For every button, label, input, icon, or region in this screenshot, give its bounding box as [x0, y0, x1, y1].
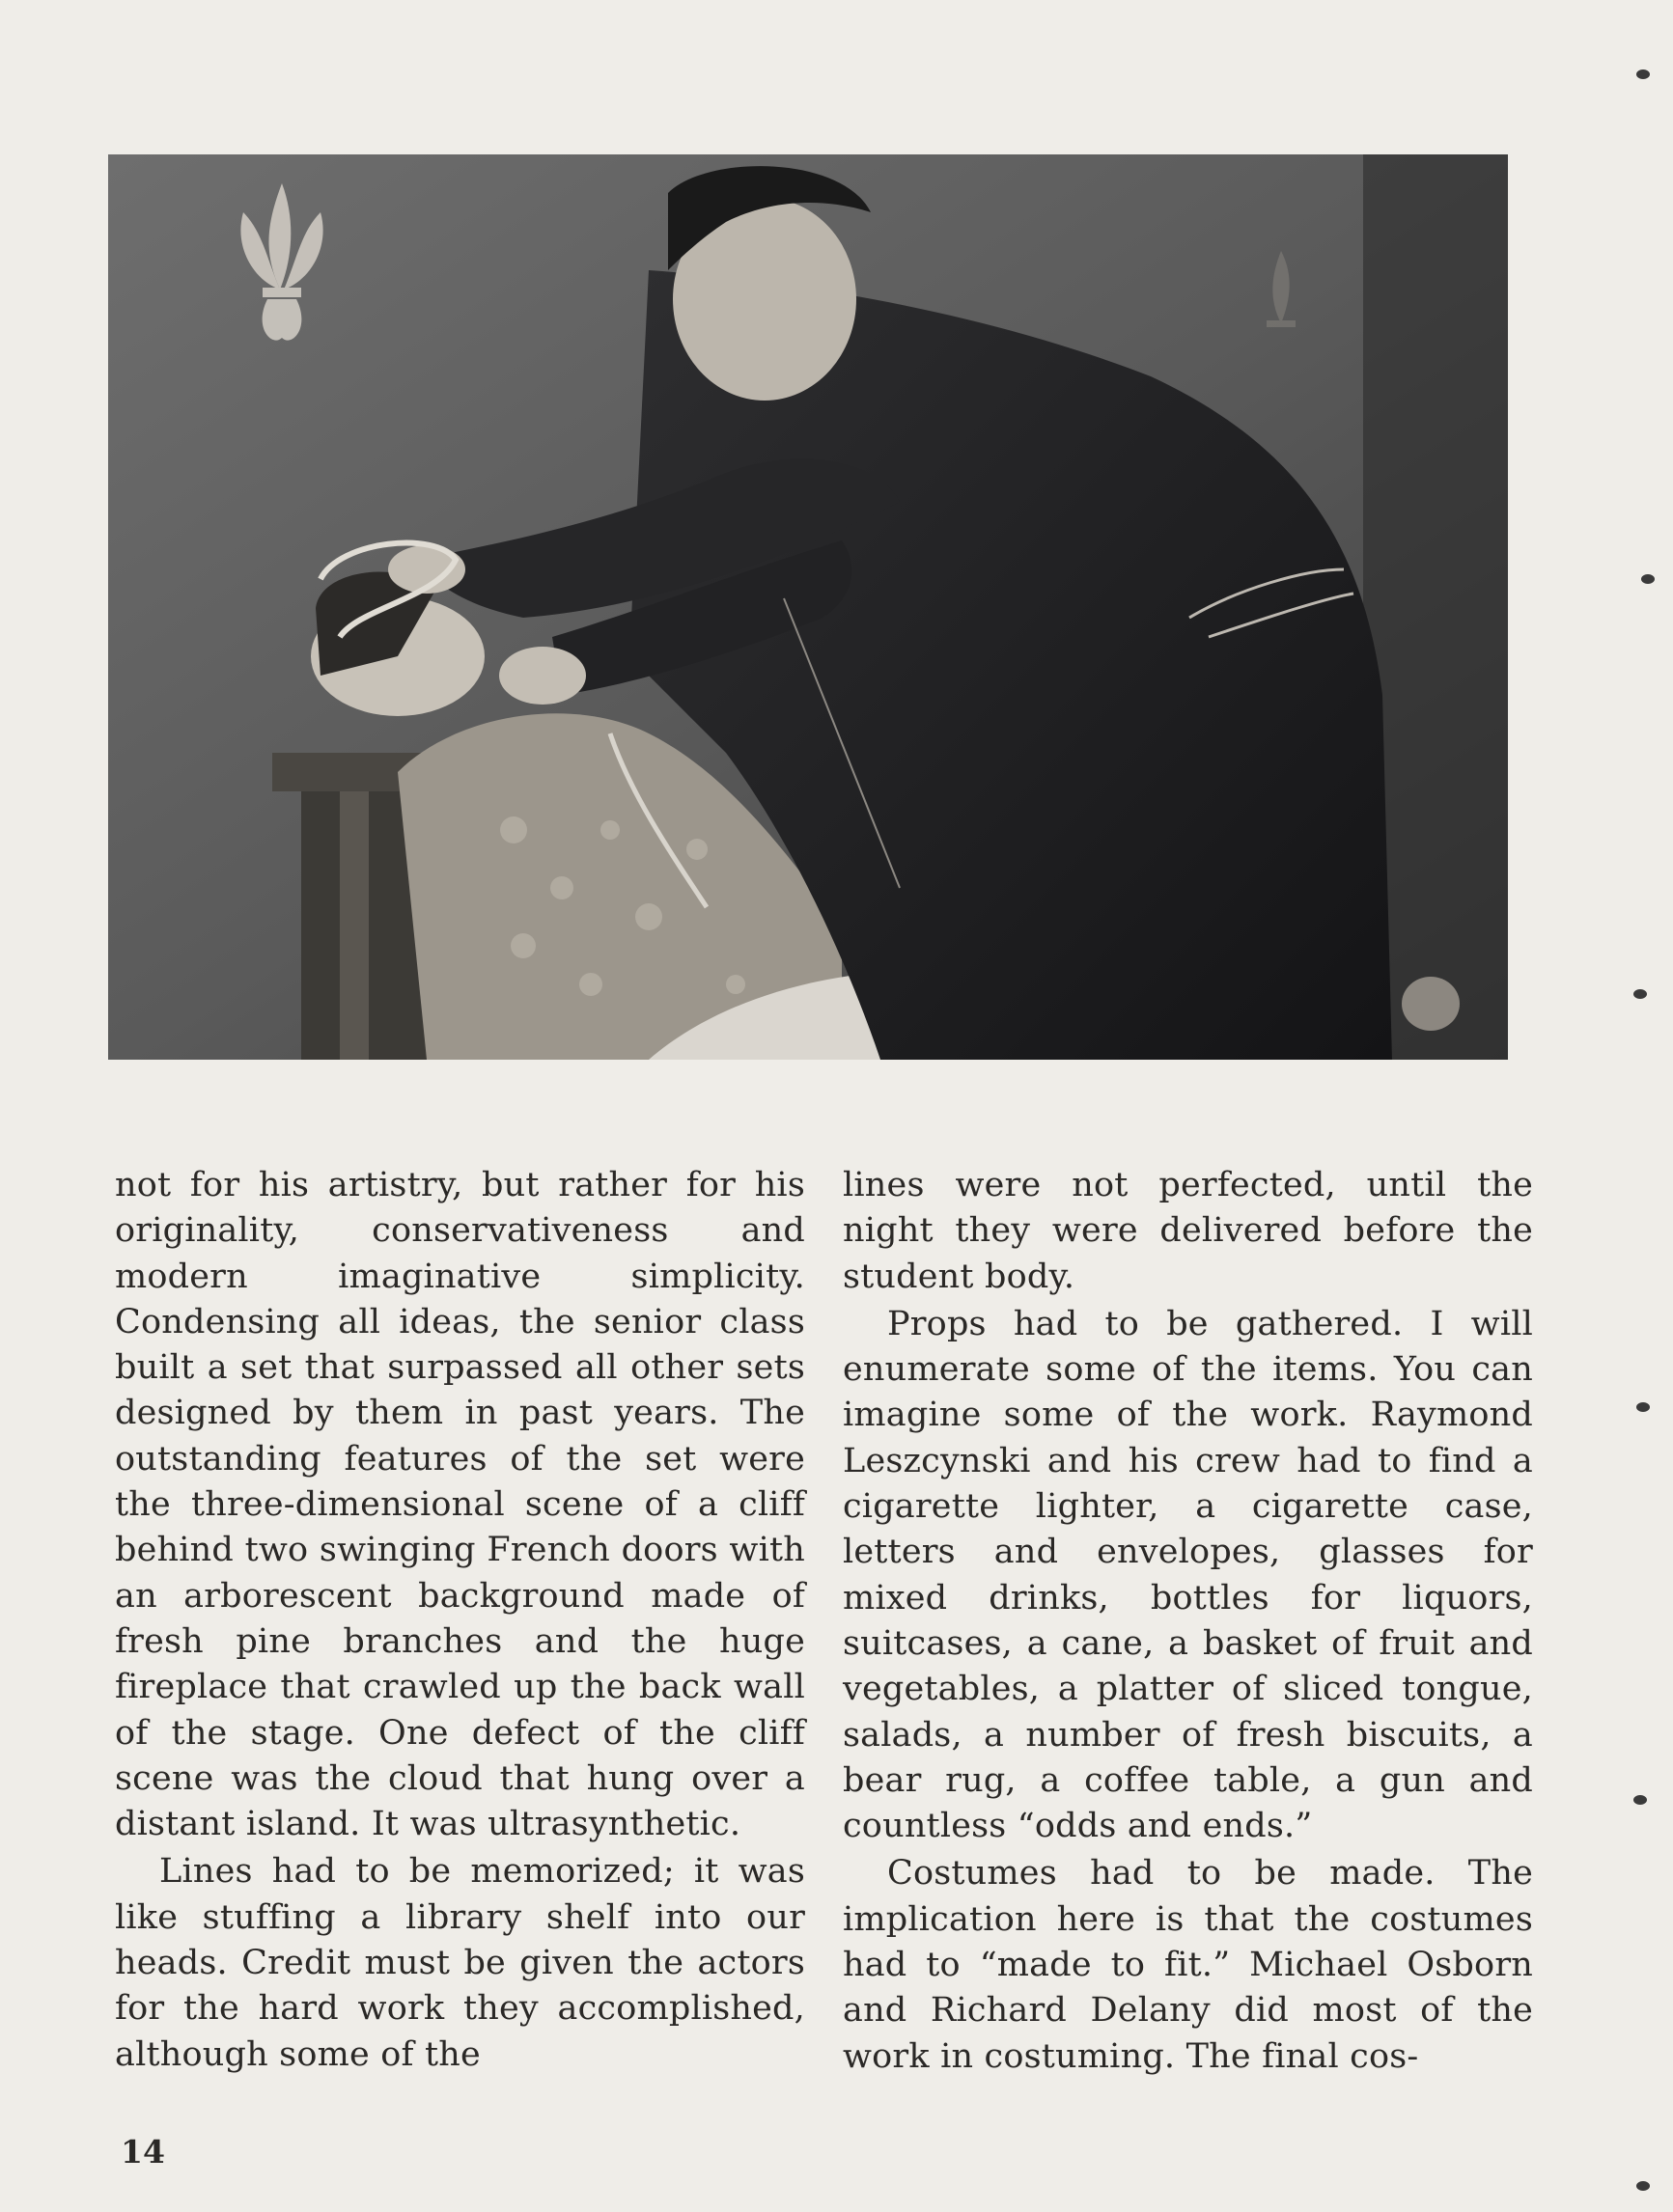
- binding-hole-icon: [1636, 69, 1650, 79]
- paragraph: Props had to be gathered. I will enumerate some of the items. You can imagine some of the work. Raymond Leszcynski and his crew had to find a cigarette lighter, a cigarette case, letters and envelopes, glasses for mixed drinks, bottles for liquors, suitcases, a cane, a basket of fruit and vegetables, a platter of sliced tongue, salads, a number of fresh biscuits, a bear rug, a coffee table, a gun and countless “odds and ends.”: [843, 1304, 1533, 1846]
- binding-hole-icon: [1636, 1402, 1650, 1412]
- paragraph: lines were not perfected, until the night they were delivered before the student body.: [843, 1166, 1533, 1296]
- stage-photograph: [108, 154, 1508, 1060]
- paragraph: not for his artistry, but rather for his originality, conservativeness and modern imaginative simplicity. Condensing all ideas, the senior class built a set that surpassed all other sets designed by them in past years. The outstanding features of the set were the three-dimensional scene of a cliff behind two swinging French doors with an arborescent background made of fresh pine branches and the huge fireplace that crawled up the back wall of the stage. One defect of the cliff scene was the cloud that hung over a distant island. It was ultrasynthetic.: [115, 1166, 805, 1844]
- photo-illustration: [108, 154, 1508, 1060]
- page-number: 14: [121, 2133, 165, 2171]
- binding-hole-icon: [1641, 574, 1655, 584]
- binding-hole-icon: [1633, 989, 1647, 999]
- binding-hole-icon: [1633, 1795, 1647, 1805]
- text-column-right: [843, 1163, 1533, 2080]
- paragraph: Lines had to be memorized; it was like stuffing a library shelf into our heads. Credit must be given the actors for the hard work they accomplished, although some of the: [115, 1852, 805, 2074]
- binding-hole-icon: [1636, 2181, 1650, 2191]
- text-column-left: [115, 1163, 805, 2078]
- paragraph: Costumes had to be made. The implication here is that the costumes had to “made to fit.” Michael Osborn and Richard Delany did most of the work in costuming. The final cos-: [843, 1854, 1533, 2076]
